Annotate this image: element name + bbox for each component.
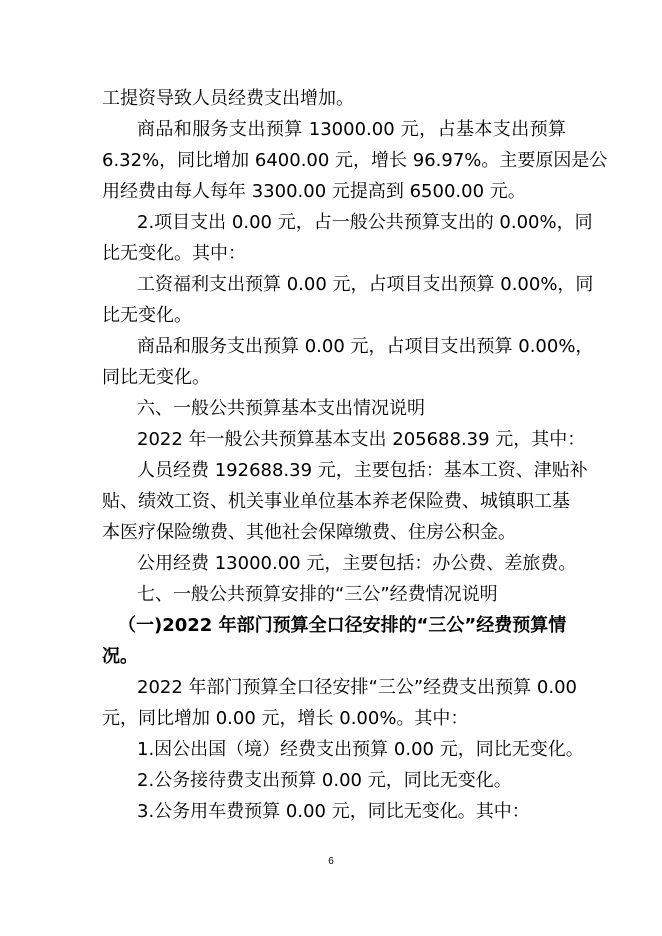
text-line: 2.项目支出 0.00 元，占一般公共预算支出的 0.00%，同: [137, 212, 593, 233]
text-line: 工提资导致人员经费支出增加。: [102, 88, 354, 109]
text-line: 商品和服务支出预算 0.00 元，占项目支出预算 0.00%，: [137, 336, 594, 357]
section-heading: 六、一般公共预算基本支出情况说明: [137, 398, 425, 419]
text-line: 2022 年部门预算全口径安排“三公”经费支出预算 0.00: [137, 677, 577, 698]
text-line: 1.因公出国（境）经费支出预算 0.00 元，同比无变化。: [137, 739, 584, 760]
text-line: 6.32%，同比增加 6400.00 元，增长 96.97%。主要原因是公: [102, 150, 608, 171]
page-number: 6: [328, 856, 334, 867]
text-line: 元，同比增加 0.00 元，增长 0.00%。其中：: [102, 708, 469, 729]
text-line: 公用经费 13000.00 元，主要包括：办公费、差旅费。: [137, 553, 577, 574]
section-heading: 七、一般公共预算安排的“三公”经费情况说明: [137, 584, 498, 605]
text-line: 工资福利支出预算 0.00 元，占项目支出预算 0.00%，同: [137, 274, 594, 295]
text-line: 人员经费 192688.39 元，主要包括：基本工资、津贴补: [137, 460, 588, 481]
subsection-heading: 况。: [102, 646, 138, 667]
text-line: 商品和服务支出预算 13000.00 元，占基本支出预算: [137, 119, 567, 140]
text-line: 用经费由每人每年 3300.00 元提高到 6500.00 元。: [102, 181, 526, 202]
text-line: 比无变化。其中：: [102, 243, 246, 264]
text-line: 比无变化。: [102, 305, 192, 326]
text-line: 2022 年一般公共预算基本支出 205688.39 元，其中：: [137, 429, 586, 450]
text-line: 同比无变化。: [102, 367, 210, 388]
text-line: 贴、绩效工资、机关事业单位基本养老保险费、城镇职工基: [102, 491, 570, 512]
subsection-heading: （一)2022 年部门预算全口径安排的“三公”经费预算情: [118, 615, 567, 636]
text-line: 本医疗保险缴费、其他社会保障缴费、住房公积金。: [102, 522, 516, 543]
text-line: 3.公务用车费预算 0.00 元，同比无变化。其中：: [137, 801, 530, 822]
text-line: 2.公务接待费支出预算 0.00 元，同比无变化。: [137, 770, 512, 791]
